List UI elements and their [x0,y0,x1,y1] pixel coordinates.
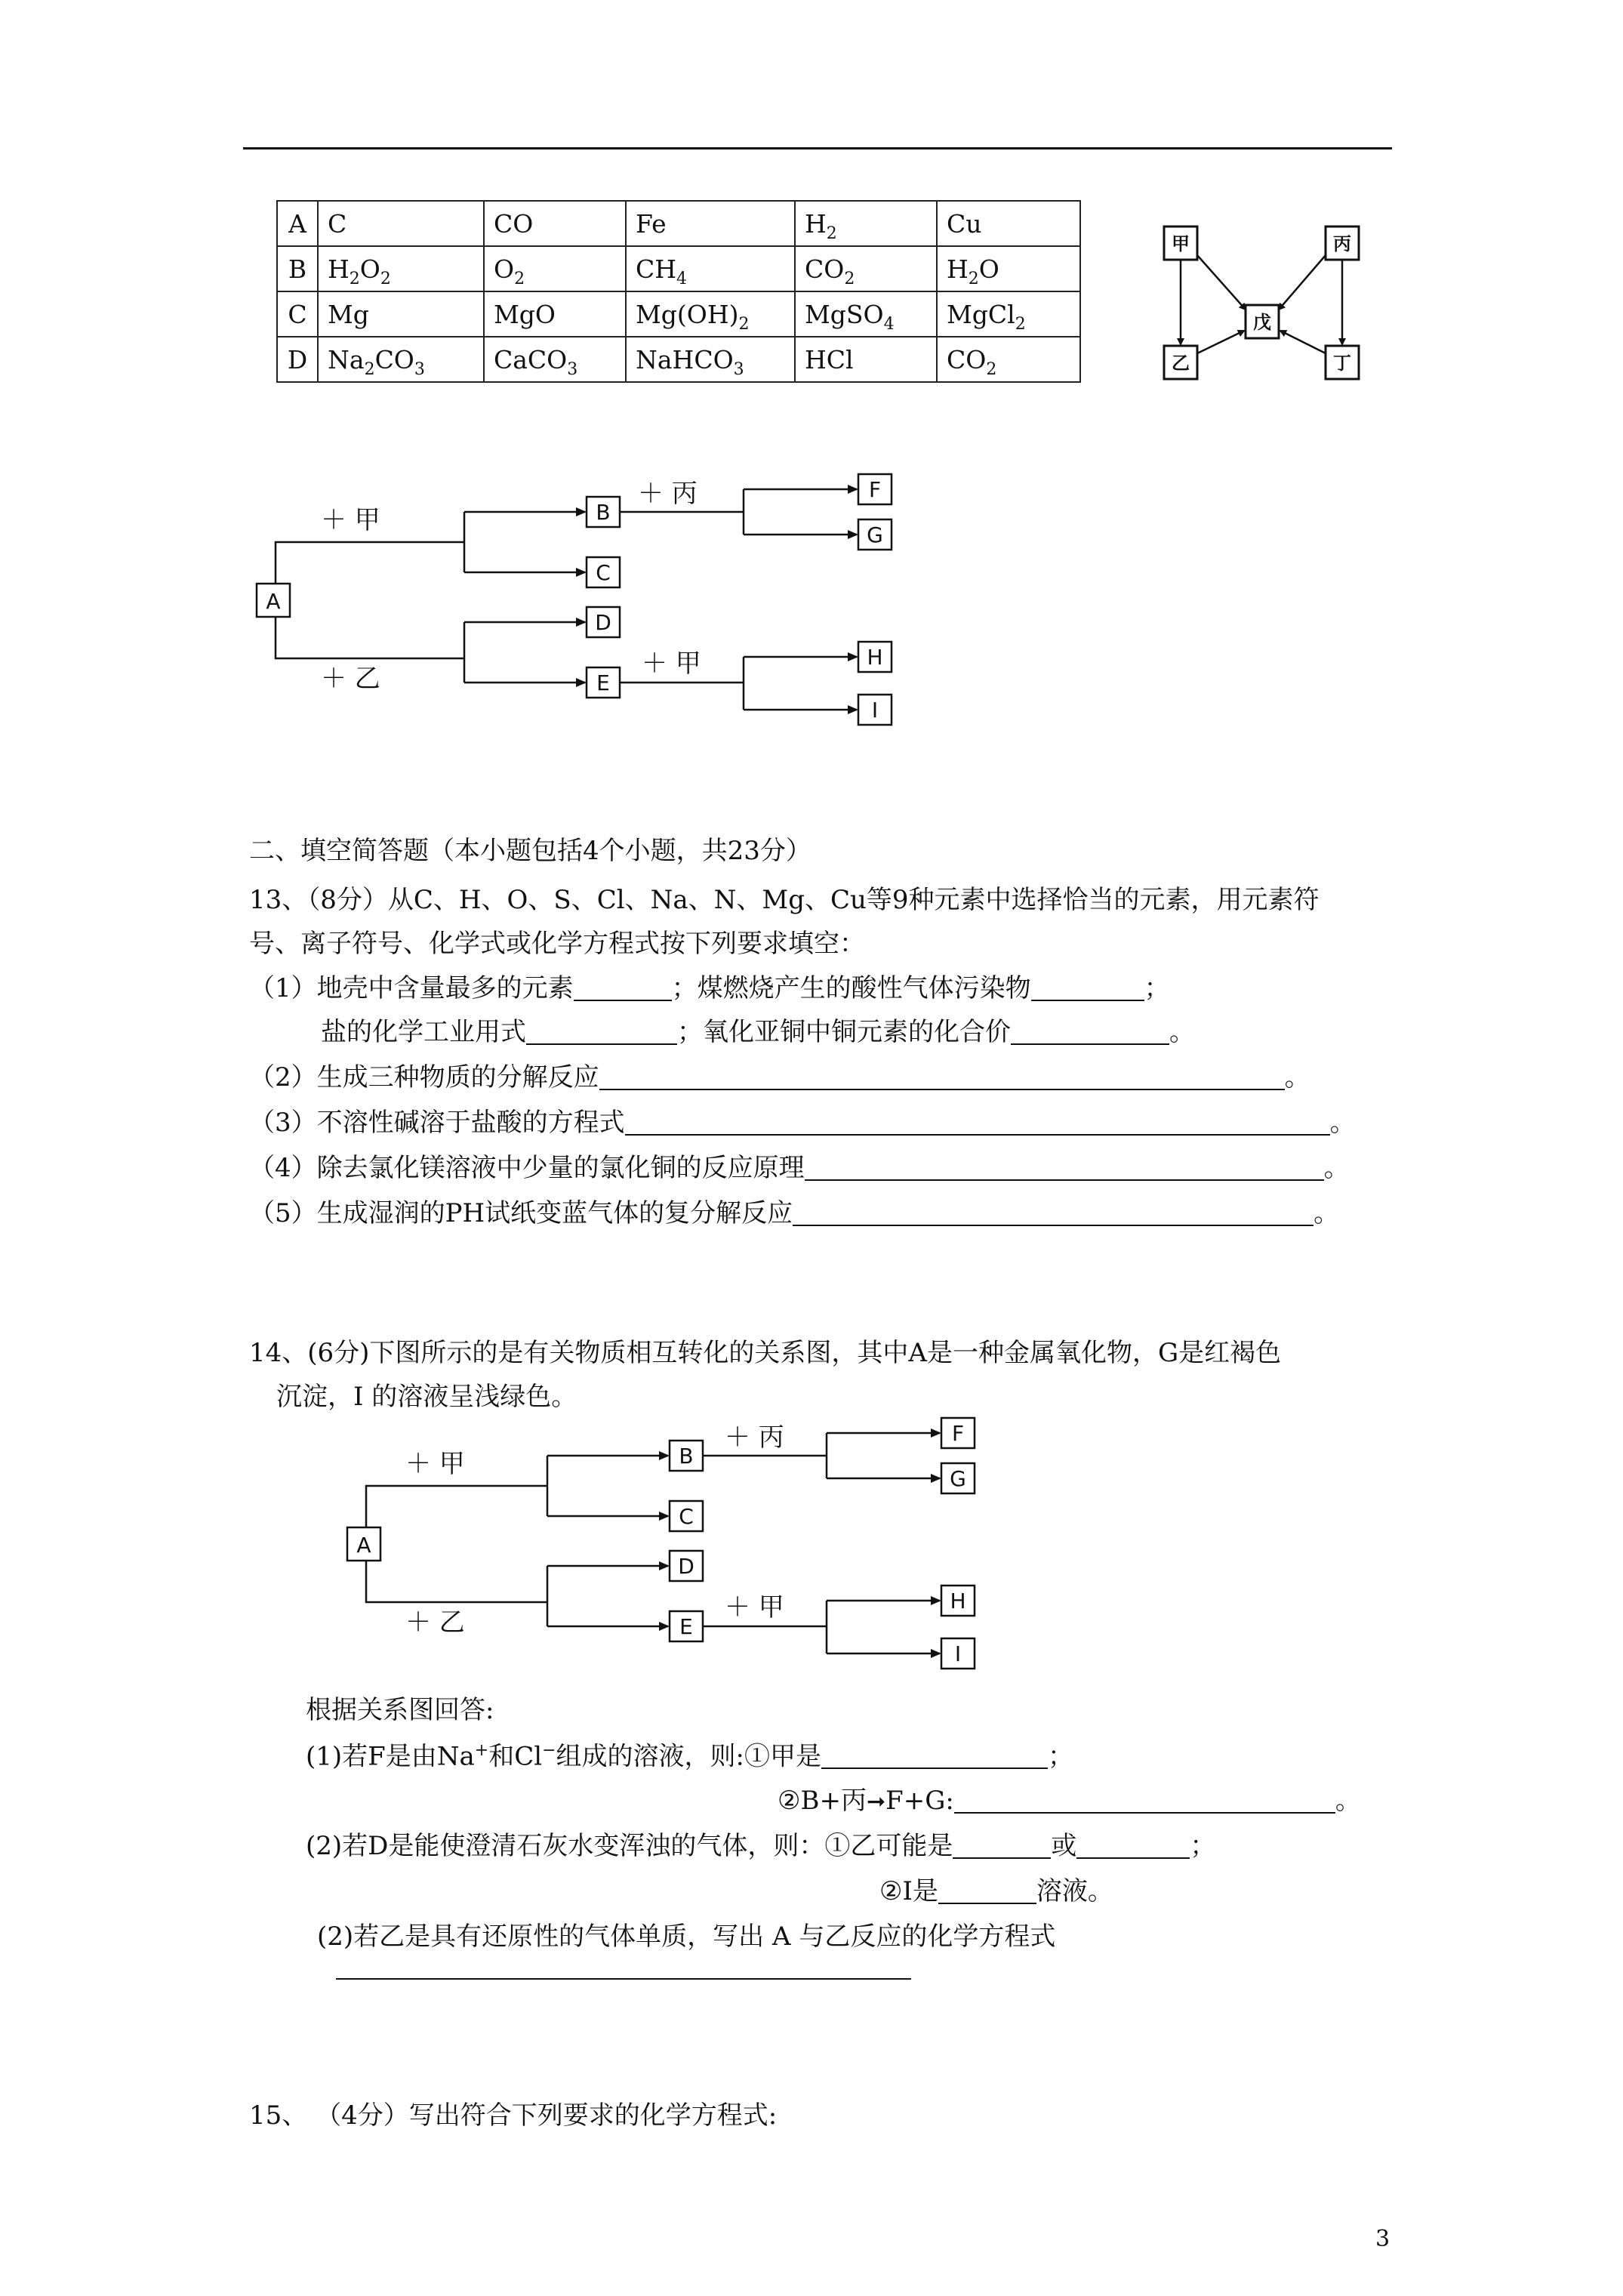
q15-line1: 15、 （4分）写出符合下列要求的化学方程式: [249,2100,778,2131]
svg-text:＋ 甲: ＋ 甲 [321,505,380,535]
q13-part5: （5）生成湿润的PH试纸变蓝气体的复分解反应 。 [249,1198,1340,1228]
svg-text:A: A [266,589,281,614]
q13-line1: 13、（8分）从C、H、O、S、Cl、Na、N、Mg、Cu等9种元素中选择恰当的元素，用元素符 [249,885,1320,915]
svg-text:＋ 丙: ＋ 丙 [638,479,698,509]
table-cell: HCl [795,337,937,382]
table-row [277,201,1080,246]
q13-part2: （2）生成三种物质的分解反应 。 [249,1062,1310,1093]
svg-text:E: E [596,670,610,695]
flow-diagram-1 [253,468,932,732]
section2-title: 二、填空简答题（本小题包括4个小题，共23分） [249,836,812,866]
q14-answer-intro: 根据关系图回答: [306,1695,494,1725]
svg-text:＋ 乙: ＋ 乙 [321,664,380,694]
q13-part4: （4）除去氯化镁溶液中少量的氯化铜的反应原理 。 [249,1153,1350,1183]
svg-text:＋ 甲: ＋ 甲 [642,649,701,679]
row-head: D [277,337,318,382]
svg-text:G: G [867,522,883,547]
table-cell: $CO_2$ [937,337,1080,382]
table-cell: $CO_2$ [795,246,937,291]
svg-text:＋ 丙: ＋ 丙 [725,1422,784,1453]
q13-line2: 号、离子符号、化学式或化学方程式按下列要求填空： [249,929,865,959]
table-cell: CO [484,201,626,246]
q14-line1: 14、(6分)下图所示的是有关物质相互转化的关系图，其中A是一种金属氧化物，G是红褐色 [249,1338,1282,1368]
q14-part3: (2)若乙是具有还原性的气体单质，写出 A 与乙反应的化学方程式 [317,1922,1056,1952]
relation-diagram [1163,225,1374,384]
table-row [277,337,1080,382]
q14-line2: 沉淀，I 的溶液呈浅绿色。 [276,1382,577,1412]
label-ding: 丁 [1333,353,1351,374]
table-cell: MgCl$_2$ [937,291,1080,337]
table-cell: NaHCO$_3$ [626,337,795,382]
q13-part1-line1: （1）地壳中含量最多的元素 ；煤燃烧产生的酸性气体污染物 ； [249,973,1170,1003]
row-head: A [277,201,318,246]
arrow-right-icon: ➞ [866,1789,886,1815]
table-cell: Fe [626,201,795,246]
table-cell: $Mg(OH)_2$ [626,291,795,337]
page-number: 3 [1375,2226,1390,2252]
svg-text:E: E [679,1614,693,1639]
table-cell: C [318,201,484,246]
table-cell: $H_2O$ [937,246,1080,291]
q14-part3-answer-line [336,1978,911,1980]
svg-text:D: D [678,1554,694,1579]
svg-text:I: I [871,698,879,723]
svg-text:D: D [595,610,611,635]
svg-text:I: I [954,1641,962,1666]
flow-diagram-2 [343,1412,1023,1676]
header-rule [243,147,1392,149]
q14-part2-line2: ②I是 溶液。 [879,1876,1113,1906]
svg-text:＋ 甲: ＋ 甲 [405,1449,465,1479]
q13-part3: （3）不溶性碱溶于盐酸的方程式 。 [249,1108,1356,1138]
table-cell: $O_2$ [484,246,626,291]
svg-text:F: F [951,1421,965,1446]
row-head: B [277,246,318,291]
svg-text:G: G [950,1466,966,1491]
svg-text:＋ 乙: ＋ 乙 [405,1607,465,1638]
label-yi: 乙 [1172,353,1190,374]
q14-part1-line2: ②B+丙➞F+G: 。 [778,1786,1361,1816]
table-cell: Mg [318,291,484,337]
table-cell: $Na_2CO_3$ [318,337,484,382]
label-bing: 丙 [1333,233,1351,254]
svg-text:C: C [596,560,611,585]
table-cell: MgO [484,291,626,337]
svg-text:B: B [596,500,611,525]
table-cell: Cu [937,201,1080,246]
table-cell: $CH_4$ [626,246,795,291]
table-cell: CaCO$_3$ [484,337,626,382]
table-row [277,291,1080,337]
options-table [276,200,1081,383]
svg-text:H: H [950,1589,966,1613]
svg-text:H: H [867,645,883,670]
q13-part1-line2: 盐的化学工业用式 ；氧化亚铜中铜元素的化合价 。 [321,1017,1195,1047]
svg-text:＋ 甲: ＋ 甲 [725,1592,784,1623]
table-cell: $H_2$ [795,201,937,246]
q14-part2-line1: (2)若D是能使澄清石灰水变浑浊的气体，则：①乙可能是 或 ； [306,1831,1216,1861]
label-wu: 戊 [1253,312,1271,333]
table-cell: MgSO$_4$ [795,291,937,337]
table-row [277,246,1080,291]
q14-part1-line1: (1)若F是由Na+和Cl−组成的溶液，则:①甲是 ； [306,1741,1074,1772]
table-cell: $H_2O_2$ [318,246,484,291]
label-jia: 甲 [1172,233,1190,254]
svg-text:F: F [868,477,882,502]
svg-text:A: A [356,1533,371,1558]
svg-text:C: C [679,1504,694,1529]
svg-text:B: B [679,1444,694,1469]
row-head: C [277,291,318,337]
